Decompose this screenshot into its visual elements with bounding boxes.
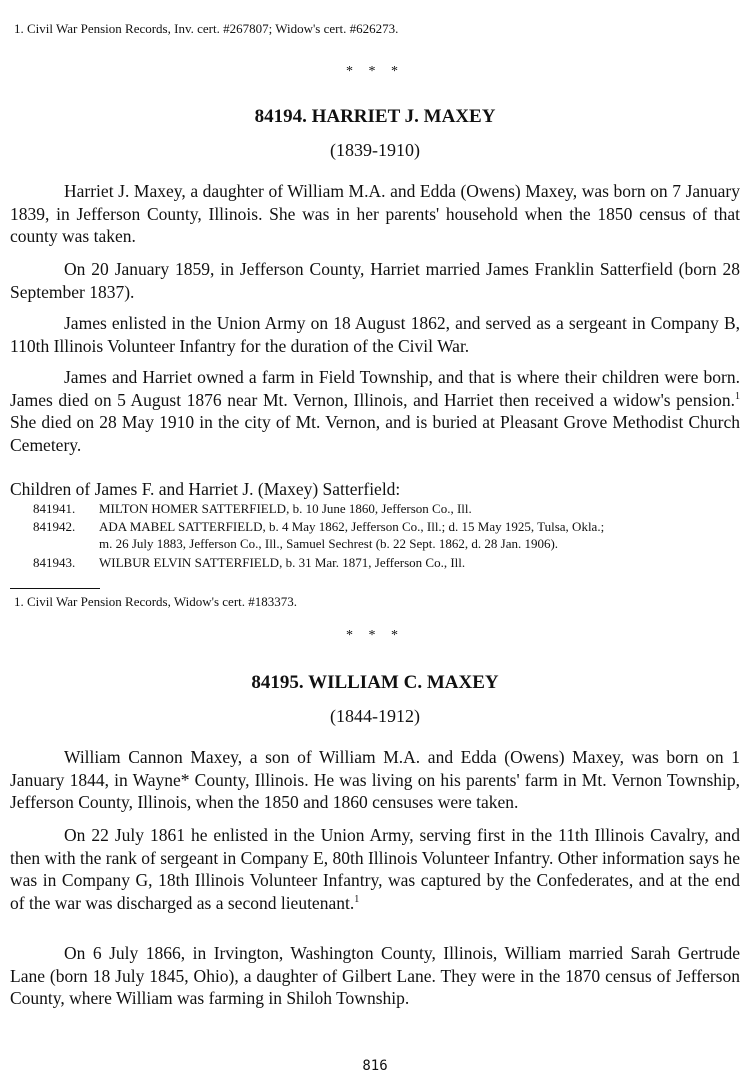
paragraph: On 20 January 1859, in Jefferson County, Harriet married James Franklin Satterfield (born 28 September 1837). xyxy=(10,259,740,302)
paragraph: On 6 July 1866, in Irvington, Washington County, Illinois, William married Sarah Gertrude Lane (born 18 July 1845, Ohio), a daughter of Gilbert Lane. They were in the 1870 census of Jefferson County, where William was farming in Shiloh Township. xyxy=(10,943,740,1009)
child-number: 841941. xyxy=(33,501,76,516)
child-text: ADA MABEL SATTERFIELD, b. 4 May 1862, Jefferson Co., Ill.; d. 15 May 1925, Tulsa, Okla.; xyxy=(99,519,605,534)
paragraph-text: She died on 28 May 1910 in the city of Mt. Vernon, and is buried at Pleasant Grove Methodist Church Cemetery. xyxy=(10,412,740,455)
child-text: MILTON HOMER SATTERFIELD, b. 10 June 1860, Jefferson Co., Ill. xyxy=(99,501,472,516)
section-separator: * * * xyxy=(346,64,404,79)
child-entry xyxy=(33,518,743,553)
children-title: Children of James F. and Harriet J. (Maxey) Satterfield: xyxy=(10,479,401,499)
footnote-top: 1. Civil War Pension Records, Inv. cert. #267807; Widow's cert. #626273. xyxy=(14,21,399,36)
section-dates: (1839-1910) xyxy=(330,140,420,160)
paragraph: James enlisted in the Union Army on 18 August 1862, and served as a sergeant in Company B, 110th Illinois Volunteer Infantry for the duration of the Civil War. xyxy=(10,313,740,356)
section-heading: 84194. HARRIET J. MAXEY xyxy=(254,106,496,127)
child-entry xyxy=(33,500,743,517)
section-separator: * * * xyxy=(346,628,404,643)
paragraph-text: On 22 July 1861 he enlisted in the Union Army, serving first in the 11th Illinois Cavalry, and then with the rank of sergeant in Company E, 80th Illinois Volunteer Infantry. Other information says he was in Company G, 18th Illinois Volunteer Infantry, was captured by the Confederates, and at the end of the war was discharged as a second lieutenant. xyxy=(10,825,740,913)
child-number: 841943. xyxy=(33,555,76,570)
footnote: 1. Civil War Pension Records, Widow's cert. #183373. xyxy=(14,594,298,609)
section-dates: (1844-1912) xyxy=(330,706,420,726)
footnote-ref: 1 xyxy=(354,893,360,905)
child-entry xyxy=(33,554,743,571)
child-text-continued: m. 26 July 1883, Jefferson Co., Ill., Samuel Sechrest (b. 22 Sept. 1862, d. 28 Jan. 1906). xyxy=(99,536,559,552)
paragraph xyxy=(10,824,740,914)
footnote-ref: 1 xyxy=(735,390,740,402)
paragraph xyxy=(10,366,740,456)
page-number: 816 xyxy=(362,1058,388,1074)
section-heading: 84195. WILLIAM C. MAXEY xyxy=(251,672,499,693)
paragraph-text: James and Harriet owned a farm in Field Township, and that is where their children were born. James died on 5 August 1876 near Mt. Vernon, Illinois, and Harriet then received a widow's pension. xyxy=(10,367,740,410)
child-text: WILBUR ELVIN SATTERFIELD, b. 31 Mar. 1871, Jefferson Co., Ill. xyxy=(99,555,466,570)
footnote-rule xyxy=(10,588,100,589)
paragraph: William Cannon Maxey, a son of William M.A. and Edda (Owens) Maxey, was born on 1 January 1844, in Wayne* County, Illinois. He was living on his parents' farm in Mt. Vernon Township, Jefferson County, Illinois, when the 1850 and 1860 censuses were taken. xyxy=(10,747,740,813)
paragraph: Harriet J. Maxey, a daughter of William M.A. and Edda (Owens) Maxey, was born on 7 January 1839, in Jefferson County, Illinois. She was in her parents' household when the 1850 census of that county was taken. xyxy=(10,181,740,247)
child-number: 841942. xyxy=(33,519,76,534)
